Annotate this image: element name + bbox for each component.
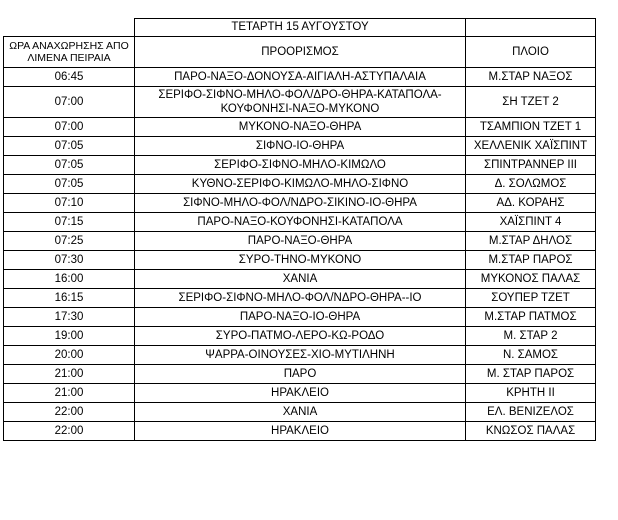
table-row <box>4 422 596 441</box>
ship-cell: Ν. ΣΑΜΟΣ <box>466 346 596 365</box>
table-row <box>4 68 596 87</box>
destination-cell: ΣΕΡΙΦΟ-ΣΙΦΝΟ-ΜΗΛΟ-ΦΟΛ/ΝΔΡΟ-ΘΗΡΑ--ΙΟ <box>135 289 466 308</box>
ship-cell: ΜΥΚΟΝΟΣ ΠΑΛΑΣ <box>466 270 596 289</box>
ship-cell: Μ.ΣΤΑΡ ΝΑΞΟΣ <box>466 68 596 87</box>
title-spacer-cell-right <box>466 19 596 37</box>
destination-cell: ΠΑΡΟ <box>135 365 466 384</box>
ship-cell: Μ. ΣΤΑΡ ΠΑΡΟΣ <box>466 365 596 384</box>
schedule-body <box>4 19 596 441</box>
time-cell: 07:00 <box>4 87 135 118</box>
destination-cell: ΠΑΡΟ-ΝΑΞΟ-ΘΗΡΑ <box>135 232 466 251</box>
table-row <box>4 194 596 213</box>
ship-cell: ΚΡΗΤΗ ΙΙ <box>466 384 596 403</box>
header-time: ΩΡΑ ΑΝΑΧΩΡΗΣΗΣ ΑΠΟ ΛΙΜΕΝΑ ΠΕΙΡΑΙΑ <box>4 37 135 68</box>
destination-cell: ΗΡΑΚΛΕΙΟ <box>135 384 466 403</box>
time-cell: 20:00 <box>4 346 135 365</box>
time-cell: 07:15 <box>4 213 135 232</box>
time-cell: 17:30 <box>4 308 135 327</box>
time-cell: 19:00 <box>4 327 135 346</box>
table-row <box>4 346 596 365</box>
table-row <box>4 270 596 289</box>
destination-cell: ΧΑΝΙΑ <box>135 403 466 422</box>
table-row <box>4 327 596 346</box>
ship-cell: ΤΣΑΜΠΙΟΝ ΤΖΕΤ 1 <box>466 118 596 137</box>
table-row <box>4 213 596 232</box>
ship-cell: ΕΛ. ΒΕΝΙΖΕΛΟΣ <box>466 403 596 422</box>
destination-cell: ΣΕΡΙΦΟ-ΣΙΦΝΟ-ΜΗΛΟ-ΚΙΜΩΛΟ <box>135 156 466 175</box>
table-row <box>4 403 596 422</box>
ferry-schedule-table <box>3 18 596 441</box>
time-cell: 06:45 <box>4 68 135 87</box>
table-row <box>4 118 596 137</box>
time-cell: 07:25 <box>4 232 135 251</box>
time-cell: 07:30 <box>4 251 135 270</box>
header-ship: ΠΛΟΙΟ <box>466 37 596 68</box>
destination-cell: ΣΙΦΝΟ-ΜΗΛΟ-ΦΟΛ/ΝΔΡΟ-ΣΙΚΙΝΟ-ΙΟ-ΘΗΡΑ <box>135 194 466 213</box>
table-row <box>4 137 596 156</box>
destination-cell: ΣΥΡΟ-ΤΗΝΟ-ΜΥΚΟΝΟ <box>135 251 466 270</box>
destination-cell: ΠΑΡΟ-ΝΑΞΟ-ΙΟ-ΘΗΡΑ <box>135 308 466 327</box>
table-row <box>4 156 596 175</box>
table-row <box>4 251 596 270</box>
ship-cell: Μ.ΣΤΑΡ ΠΑΤΜΟΣ <box>466 308 596 327</box>
header-destination: ΠΡΟΟΡΙΣΜΟΣ <box>135 37 466 68</box>
time-cell: 16:00 <box>4 270 135 289</box>
ship-cell: Μ.ΣΤΑΡ ΔΗΛΟΣ <box>466 232 596 251</box>
table-row <box>4 308 596 327</box>
time-cell: 07:10 <box>4 194 135 213</box>
ship-cell: Μ.ΣΤΑΡ ΠΑΡΟΣ <box>466 251 596 270</box>
time-cell: 07:05 <box>4 137 135 156</box>
destination-cell: ΠΑΡΟ-ΝΑΞΟ-ΚΟΥΦΟΝΗΣΙ-ΚΑΤΑΠΟΛΑ <box>135 213 466 232</box>
table-row <box>4 365 596 384</box>
ship-cell: ΣΗ ΤΖΕΤ 2 <box>466 87 596 118</box>
destination-cell: ΣΕΡΙΦΟ-ΣΙΦΝΟ-ΜΗΛΟ-ΦΟΛ/ΔΡΟ-ΘΗΡΑ-ΚΑΤΑΠΟΛΑ-ΚΟΥΦΟΝΗΣΙ-ΝΑΞΟ-ΜΥΚΟΝΟ <box>135 87 466 118</box>
table-row <box>4 175 596 194</box>
header-row <box>4 37 596 68</box>
time-cell: 16:15 <box>4 289 135 308</box>
ship-cell: ΚΝΩΣΟΣ ΠΑΛΑΣ <box>466 422 596 441</box>
destination-cell: ΚΥΘΝΟ-ΣΕΡΙΦΟ-ΚΙΜΩΛΟ-ΜΗΛΟ-ΣΙΦΝΟ <box>135 175 466 194</box>
destination-cell: ΨΑΡΡΑ-ΟΙΝΟΥΣΕΣ-ΧΙΟ-ΜΥΤΙΛΗΝΗ <box>135 346 466 365</box>
ship-cell: ΧΑΪΣΠΙΝΤ 4 <box>466 213 596 232</box>
destination-cell: ΗΡΑΚΛΕΙΟ <box>135 422 466 441</box>
schedule-title: ΤΕΤΑΡΤΗ 15 ΑΥΓΟΥΣΤΟΥ <box>135 19 466 37</box>
destination-cell: ΣΥΡΟ-ΠΑΤΜΟ-ΛΕΡΟ-ΚΩ-ΡΟΔΟ <box>135 327 466 346</box>
destination-cell: ΧΑΝΙΑ <box>135 270 466 289</box>
ship-cell: ΑΔ. ΚΟΡΑΗΣ <box>466 194 596 213</box>
destination-cell: ΣΙΦΝΟ-ΙΟ-ΘΗΡΑ <box>135 137 466 156</box>
time-cell: 07:05 <box>4 175 135 194</box>
ship-cell: Δ. ΣΟΛΩΜΟΣ <box>466 175 596 194</box>
destination-cell: ΜΥΚΟΝΟ-ΝΑΞΟ-ΘΗΡΑ <box>135 118 466 137</box>
title-spacer-cell <box>4 19 135 37</box>
table-row <box>4 87 596 118</box>
ship-cell: ΣΟΥΠΕΡ ΤΖΕΤ <box>466 289 596 308</box>
time-cell: 22:00 <box>4 422 135 441</box>
time-cell: 22:00 <box>4 403 135 422</box>
time-cell: 07:05 <box>4 156 135 175</box>
table-row <box>4 232 596 251</box>
ship-cell: ΧΕΛΛΕΝΙΚ ΧΑΪΣΠΙΝΤ <box>466 137 596 156</box>
table-row <box>4 289 596 308</box>
ship-cell: ΣΠΙΝΤΡΑΝΝΕΡ ΙΙΙ <box>466 156 596 175</box>
time-cell: 21:00 <box>4 365 135 384</box>
destination-cell: ΠΑΡΟ-ΝΑΞΟ-ΔΟΝΟΥΣΑ-ΑΙΓΙΑΛΗ-ΑΣΤΥΠΑΛΑΙΑ <box>135 68 466 87</box>
time-cell: 21:00 <box>4 384 135 403</box>
title-row <box>4 19 596 37</box>
time-cell: 07:00 <box>4 118 135 137</box>
ship-cell: Μ. ΣΤΑΡ 2 <box>466 327 596 346</box>
table-row <box>4 384 596 403</box>
